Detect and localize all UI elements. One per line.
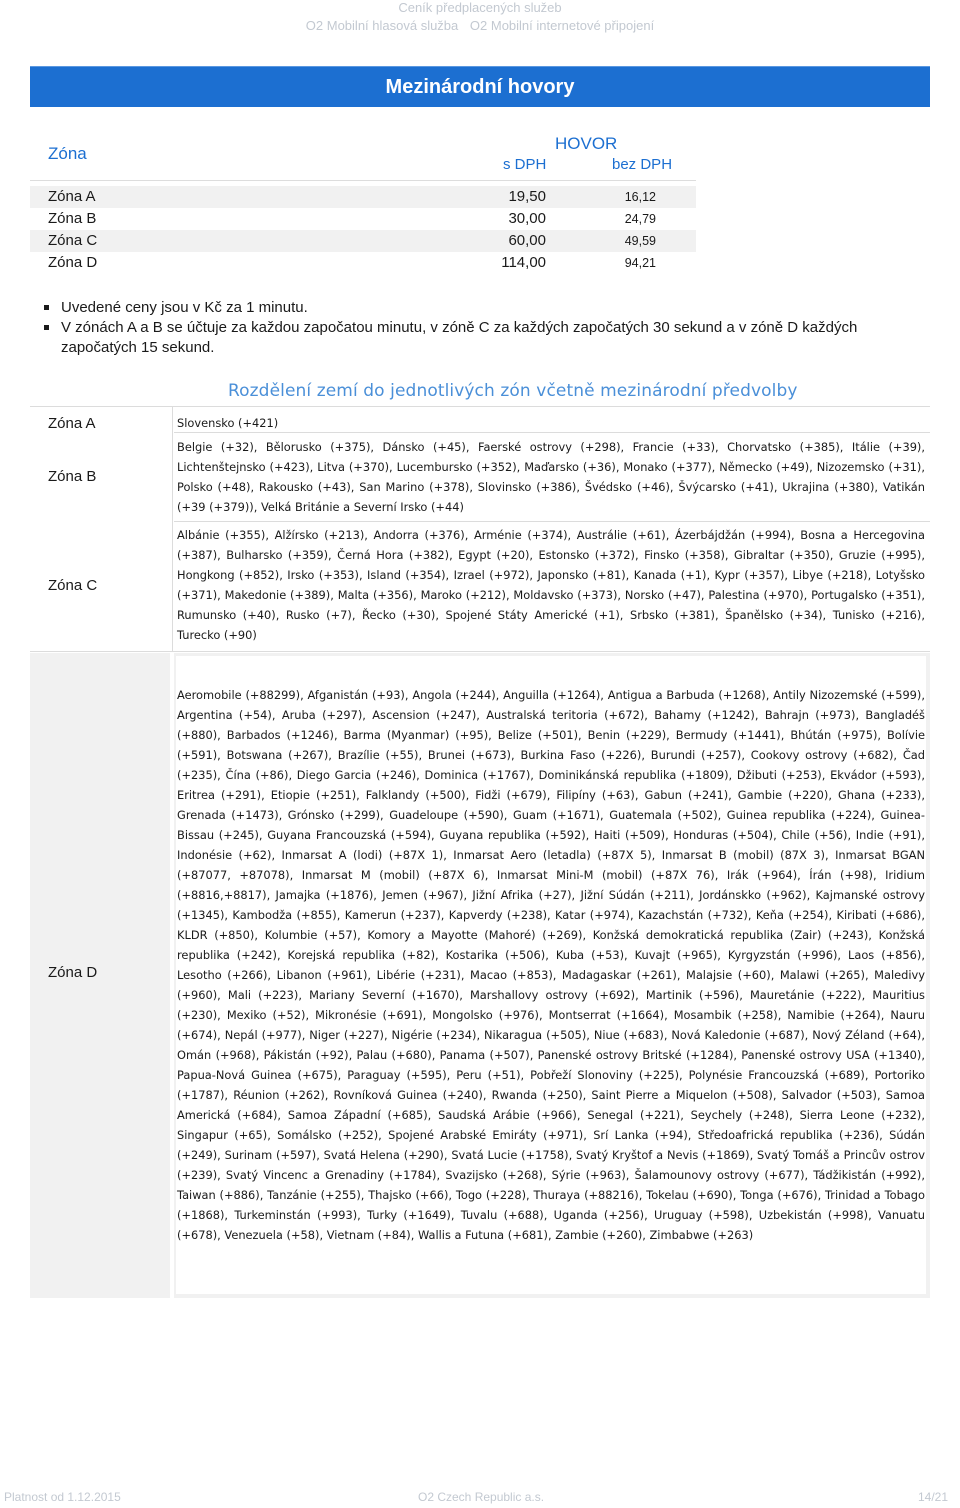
zone-column-header: Zóna xyxy=(48,144,87,163)
zone-label-c: Zóna C xyxy=(48,577,98,594)
row-divider-b xyxy=(174,521,930,522)
header-link-voice[interactable]: O2 Mobilní hlasová služba xyxy=(305,18,459,33)
row-price-vat: 19,50 xyxy=(508,188,546,205)
footer-page-number: 14/21 xyxy=(917,1490,948,1504)
price-row-zone-b xyxy=(30,208,696,230)
row-price-novat: 49,59 xyxy=(624,234,656,248)
header-link-internet[interactable]: O2 Mobilní internetové připojení xyxy=(469,18,655,33)
zone-column-divider xyxy=(172,406,173,651)
zone-b-countries: Belgie (+32), Bělorusko (+375), Dánsko (+45), Faerské ostrovy (+298), Francie (+33), Chorvatsko (+385), Itálie (+39), Lichtenštejnsko (+423), Litva (+370), Lucembursko (+352), Maďarsko (+36), Monako (+377), Německo (+49), Nizozemsko (+31), Polsko (+48), Rakousko (+43), San Marino (+378), Slovinsko (+386), Švédsko (+46), Švýcarsko (+41), Ukrajina (+380), Vatikán (+39 (+379)), Velká Británie a Severní Irsko (+44) xyxy=(177,440,925,514)
row-price-novat: 16,12 xyxy=(624,190,656,204)
row-price-vat: 114,00 xyxy=(501,254,546,271)
row-price-novat: 24,79 xyxy=(624,212,656,226)
price-row-zone-a xyxy=(30,186,696,208)
row-divider-c xyxy=(30,651,930,652)
section-top-rule xyxy=(30,406,930,407)
row-price-vat: 30,00 xyxy=(508,210,546,227)
table-header-divider xyxy=(30,180,696,181)
row-price-novat: 94,21 xyxy=(624,256,656,270)
document-title: Ceník předplacených služeb xyxy=(398,0,562,15)
section-banner: Mezinárodní hovory xyxy=(30,66,930,107)
row-zone: Zóna C xyxy=(48,232,98,249)
zone-label-b: Zóna B xyxy=(48,468,97,485)
footer-validity: Platnost od 1.12.2015 xyxy=(4,1490,121,1504)
call-group-header: HOVOR xyxy=(555,134,618,153)
note-text: V zónách A a B se účtuje za každou započatou minutu, v zóně C za každých započatých 30 sekund a v zóně D každých započatých 15 sekund. xyxy=(61,319,858,356)
note-item xyxy=(44,318,924,358)
bullet-square-icon xyxy=(44,325,49,330)
zone-c-countries: Albánie (+355), Alžírsko (+213), Andorra (+376), Arménie (+374), Austrálie (+61), Ázerbájdžán (+994), Bosna a Hercegovina (+387), Bulharsko (+359), Černá Hora (+382), Egypt (+20), Estonsko (+372), Finsko (+358), Gibraltar (+350), Gruzie (+995), Hongkong (+852), Irsko (+353), Island (+354), Izrael (+972), Japonsko (+81), Kanada (+1), Kypr (+357), Libye (+218), Lotyšsko (+371), Makedonie (+389), Malta (+356), Maroko (+212), Moldavsko (+373), Norsko (+47), Palestina (+970), Portugalsko (+351), Rumunsko (+40), Rusko (+7), Řecko (+30), Spojené Státy Americké (+1), Srbsko (+381), Španělsko (+34), Tunisko (+216), Turecko (+90) xyxy=(177,528,925,642)
note-text: Uvedené ceny jsou v Kč za 1 minutu. xyxy=(61,299,308,316)
zone-a-countries: Slovensko (+421) xyxy=(177,416,279,430)
row-zone: Zóna D xyxy=(48,254,98,271)
header-links xyxy=(0,18,960,33)
note-item xyxy=(44,298,924,318)
price-row-zone-d xyxy=(30,252,696,274)
bullet-square-icon xyxy=(44,305,49,310)
countries-section-title: Rozdělení zemí do jednotlivých zón včetně mezinárodní předvolby xyxy=(228,381,798,401)
row-zone: Zóna B xyxy=(48,210,97,227)
price-row-zone-c xyxy=(30,230,696,252)
zone-label-a: Zóna A xyxy=(48,415,96,432)
zone-d-countries: Aeromobile (+88299), Afganistán (+93), Angola (+244), Anguilla (+1264), Antigua a Barbuda (+1268), Antily Nizozemské (+599), Argentina (+54), Aruba (+297), Ascension (+247), Australská teritoria (+672), Bahamy (+1242), Bahrajn (+973), Bangladéš (+880), Barbados (+1246), Barma (Myanmar) (+95), Belize (+501), Benin (+229), Bermudy (+1441), Bhútán (+975), Bolívie (+591), Botswana (+267), Brazílie (+55), Brunei (+673), Burkina Faso (+226), Burundi (+257), Cookovy ostrovy (+682), Čad (+235), Čína (+86), Diego Garcia (+246), Dominica (+1767), Dominikánská republika (+1809), Džibuti (+253), Ekvádor (+593), Eritrea (+291), Etiopie (+251), Falklandy (+500), Fidži (+679), Filipíny (+63), Gabun (+241), Gambie (+220), Ghana (+233), Grenada (+1473), Grónsko (+299), Guadeloupe (+590), Guam (+1671), Guatemala (+502), Guinea republika (+224), Guinea-Bissau (+245), Guyana Francouzská (+594), Guyana republika (+592), Haiti (+509), Honduras (+504), Chile (+56), Indie (+91), Indonésie (+62), Inmarsat A (lodi) (+87X 1), Inmarsat Aero (letadla) (+87X 5), Inmarsat B (mobil) (87X 3), Inmarsat BGAN (+87077, +87078), Inmarsat M (mobil) (+87X 6), Inmarsat Mini-M (mobil) (+87X 76), Irák (+964), Írán (+98), Iridium (+8816,+8817), Jamajka (+1876), Jemen (+967), Jižní Afrika (+27), Jižní Súdán (+211), Jordánskko (+962), Kajmanské ostrovy (+1345), Kambodža (+855), Kamerun (+237), Kapverdy (+238), Katar (+974), Kazachstán (+732), Keňa (+254), Kiribati (+686), KLDR (+850), Kolumbie (+57), Komory a Mayotte (Mahoré) (+269), Konžská demokratická republika (Zair) (+243), Konžská republika (+242), Korejská republika (+82), Kostarika (+506), Kuba (+53), Kuvajt (+965), Kyrgyzstán (+996), Laos (+856), Lesotho (+266), Libanon (+961), Libérie (+231), Macao (+853), Madagaskar (+261), Malajsie (+60), Malawi (+265), Maledivy (+960), Mali (+223), Mariany Severní (+1670), Marshallovy ostrovy (+692), Martinik (+596), Mauretánie (+222), Mauritius (+230), Mexiko (+52), Mikronésie (+691), Mongolsko (+976), Montserrat (+1664), Mosambik (+258), Namibie (+264), Nauru (+674), Nepál (+977), Niger (+227), Nigérie (+234), Nikaragua (+505), Niue (+683), Nová Kaledonie (+687), Nový Zéland (+64), Omán (+968), Pákistán (+92), Palau (+680), Panama (+507), Panenské ostrovy Britské (+1284), Panenské ostrovy USA (+1340), Papua-Nová Guinea (+675), Paraguay (+595), Peru (+51), Pobřeží Slonoviny (+225), Polynésie Francouzská (+689), Portoriko (+1787), Réunion (+262), Rovníková Guinea (+240), Rwanda (+250), Saint Pierre a Miquelon (+508), Salvador (+503), Samoa Americká (+684), Samoa Západní (+685), Saudská Arábie (+966), Senegal (+221), Seychely (+248), Sierra Leone (+232), Singapur (+65), Somálsko (+252), Spojené Arabské Emiráty (+971), Srí Lanka (+94), Středoafrická republika (+236), Súdán (+249), Surinam (+597), Svatá Helena (+290), Svatá Lucie (+1758), Svatý Kryštof a Nevis (+1869), Svatý Tomáš a Princův ostrov (+239), Svatý Vincenc a Grenadiny (+1784), Svazijsko (+268), Sýrie (+963), Šalamounovy ostrovy (+677), Tádžikistán (+992), Taiwan (+886), Tanzánie (+255), Thajsko (+66), Togo (+228), Thuraya (+88216), Tokelau (+690), Tonga (+676), Trinidad a Tobago (+1868), Turkeminstán (+993), Turky (+1649), Tuvalu (+688), Uganda (+256), Uruguay (+598), Uzbekistán (+998), Vanuatu (+678), Venezuela (+58), Vietnam (+84), Wallis a Futuna (+681), Zambie (+260), Zimbabwe (+263) xyxy=(177,688,925,1242)
novat-column-header: bez DPH xyxy=(612,156,673,173)
vat-column-header: s DPH xyxy=(503,156,547,173)
zone-label-d: Zóna D xyxy=(48,964,98,981)
footer-company: O2 Czech Republic a.s. xyxy=(418,1490,545,1504)
row-zone: Zóna A xyxy=(48,188,96,205)
row-price-vat: 60,00 xyxy=(508,232,546,249)
notes-list xyxy=(44,298,924,358)
